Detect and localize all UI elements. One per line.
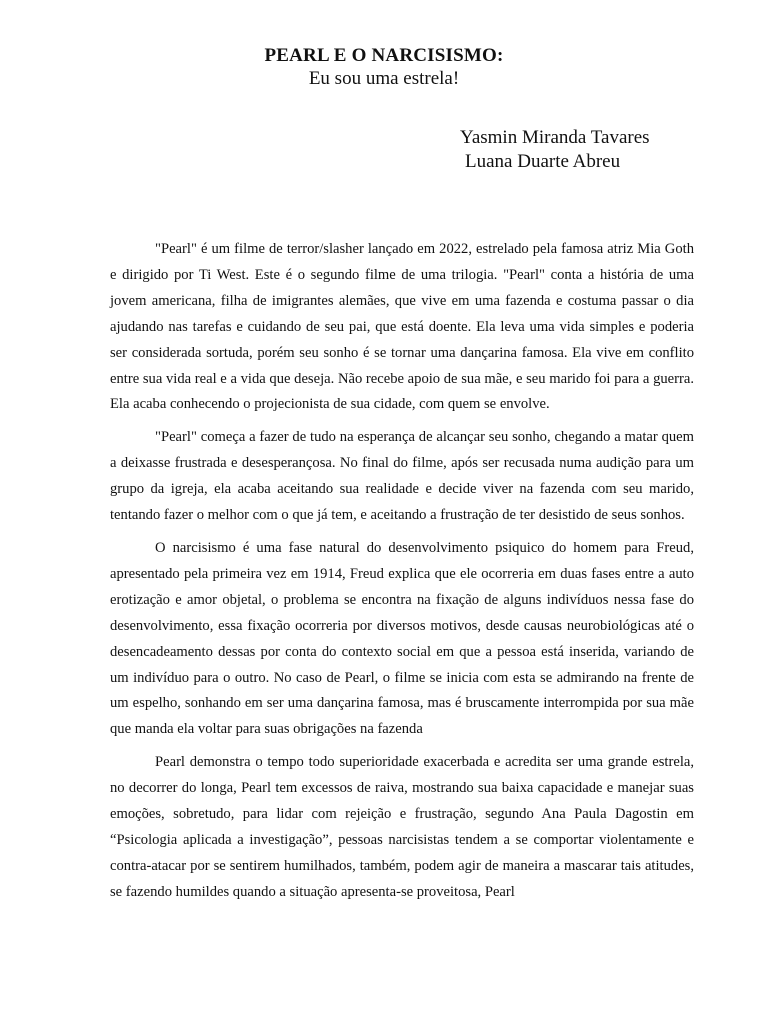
author-name: Yasmin Miranda Tavares [460,127,650,148]
document-title: PEARL E O NARCISISMO: [264,45,504,66]
document-body [110,237,694,906]
body-paragraph: "Pearl" começa a fazer de tudo na esperança de alcançar seu sonho, chegando a matar quem a deixasse frustrada e desesperançosa. No final do filme, após ser recusada numa audição para um grupo da igreja, ela acaba aceitando sua realidade e decide viver na fazenda com seu marido, tentando fazer o melhor com o que já tem, e aceitando a frustração de ter desistido de seus sonhos. [110,429,694,524]
author-list [460,126,650,174]
body-paragraph: Pearl demonstra o tempo todo superioridade exacerbada e acredita ser uma grande estrela, no decorrer do longa, Pearl tem excessos de raiva, mostrando sua baixa capacidade e manejar suas emoções, sobretudo, para lidar com rejeição e frustração, segundo Ana Paula Dagostin em “Psicologia aplicada a investigação”, pessoas narcisistas tendem a se comportar violentamente e contra-atacar por se sentirem humilhados, também, podem agir de maneira a mascarar tais atitudes, se fazendo humildes quando a situação apresenta-se proveitosa, Pearl [110,754,694,900]
document-subtitle: Eu sou uma estrela! [308,68,460,89]
body-paragraph: "Pearl" é um filme de terror/slasher lançado em 2022, estrelado pela famosa atriz Mia Goth e dirigido por Ti West. Este é o segundo filme de uma trilogia. "Pearl" conta a história de uma jovem americana, filha de imigrantes alemães, que vive em uma fazenda e costuma passar o dia ajudando nas tarefas e cuidando de seu pai, que está doente. Ela leva uma vida simples e poderia ser considerada sortuda, porém seu sonho é se tornar uma dançarina famosa. Ela vive em conflito entre sua vida real e a vida que deseja. Não recebe apoio de sua mãe, e seu marido foi para a guerra. Ela acaba conhecendo o projecionista de sua cidade, com quem se envolve. [110,241,694,413]
body-paragraph: O narcisismo é uma fase natural do desenvolvimento psiquico do homem para Freud, apresentado pela primeira vez em 1914, Freud explica que ele ocorreria em duas fases entre a auto erotização e amor objetal, o problema se encontra na fixação de alguns indivíduos nessa fase do desenvolvimento, essa fixação ocorreria por diversos motivos, desde causas neurobiológicas até o desencadeamento dessas por conta do contexto social em que a pessoa está inserida, variando de um indivíduo para o outro. No caso de Pearl, o filme se inicia com esta se admirando na frente de um espelho, sonhando em ser uma dançarina famosa, mas é bruscamente interrompida por sua mãe que manda ela voltar para suas obrigações na fazenda [110,539,694,738]
author-name: Luana Duarte Abreu [465,151,621,172]
